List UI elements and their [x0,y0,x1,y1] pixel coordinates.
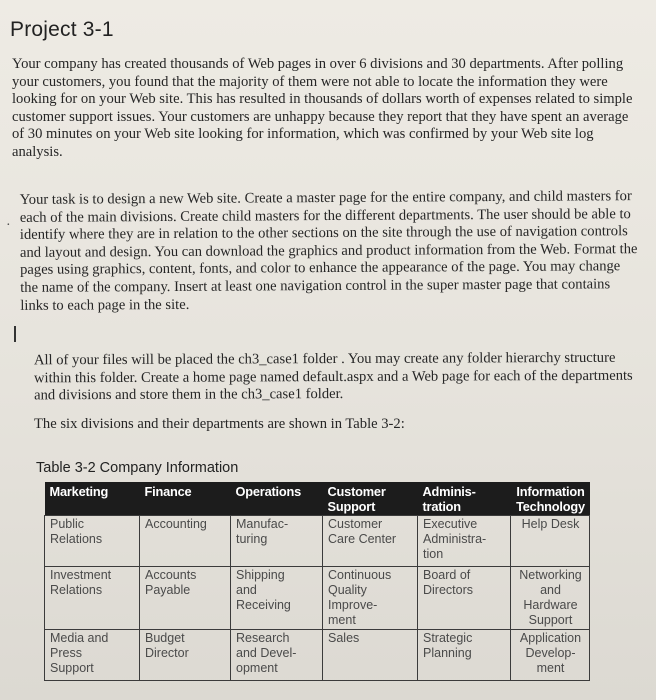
table-cell: Help Desk [511,516,590,567]
table-cell: Sales [323,630,418,681]
table-header-row [45,482,590,516]
paragraph-files: All of your files will be placed the ch3_case1 folder . You may create any folder hierarchy structure within this folder. Create a home page named default.aspx and a Web page for each of the departments and divisions and store them in the ch3_case1 folder. [33,349,633,404]
table-cell: Research and Devel- opment [231,630,323,681]
table-cell: Customer Care Center [323,516,418,567]
table-cell: Investment Relations [45,567,140,630]
header-marketing: Marketing [45,482,140,516]
company-information-table [44,482,590,681]
table-cell: Manufac- turing [231,516,323,567]
header-operations: Operations [231,482,323,516]
table-row [45,567,590,630]
table-cell: Continuous Quality Improve- ment [323,567,418,630]
header-information-technology: Information Technology [511,482,590,516]
header-administration: Adminis- tration [418,482,511,516]
margin-mark: · [6,218,11,233]
header-finance: Finance [140,482,231,516]
table-row [45,516,590,567]
table-cell: Accounts Payable [140,567,231,630]
table-cell: Shipping and Receiving [231,567,323,630]
text-cursor [14,326,16,342]
paragraph-task: Your task is to design a new Web site. Create a master page for the entire company, and child masters for each of the main divisions. Create child masters for the different departments. The user should be able to identify where they are in relation to the other sections on the site through the use of navigation controls and layout and design. You can download the graphics and product information from the Web. Format the pages using graphics, content, fonts, and color to enhance the appearance of the page. You may change the name of the company. Insert at least one navigation control in the super master page that contains links to each page in the site. [19,188,638,314]
table-cell: Public Relations [45,516,140,567]
table-cell: Strategic Planning [418,630,511,681]
table-cell: Accounting [140,516,231,567]
page-title: Project 3-1 [10,18,114,41]
table-cell: Executive Administra- tion [418,516,511,567]
table-cell: Board of Directors [418,567,511,630]
table-cell: Media and Press Support [45,630,140,681]
table-row [45,630,590,681]
table-cell: Budget Director [140,630,231,681]
paragraph-divisions: The six divisions and their departments are shown in Table 3-2: [34,416,405,432]
table-title: Table 3-2 Company Information [36,460,239,476]
paragraph-intro: Your company has created thousands of Web pages in over 6 divisions and 30 departments. After polling your customers, you found that the majority of them were not able to locate the information they were looking for on your Web site. This has resulted in thousands of dollars worth of expenses related to simple customer support issues. Your customers are unhappy because they report that they have spent an average of 30 minutes on your Web site looking for information, which was confirmed by your Web site log analysis. [12,56,633,160]
table-cell: Networking and Hardware Support [511,567,590,630]
header-customer-support: Customer Support [323,482,418,516]
table-cell: Application Develop- ment [511,630,590,681]
